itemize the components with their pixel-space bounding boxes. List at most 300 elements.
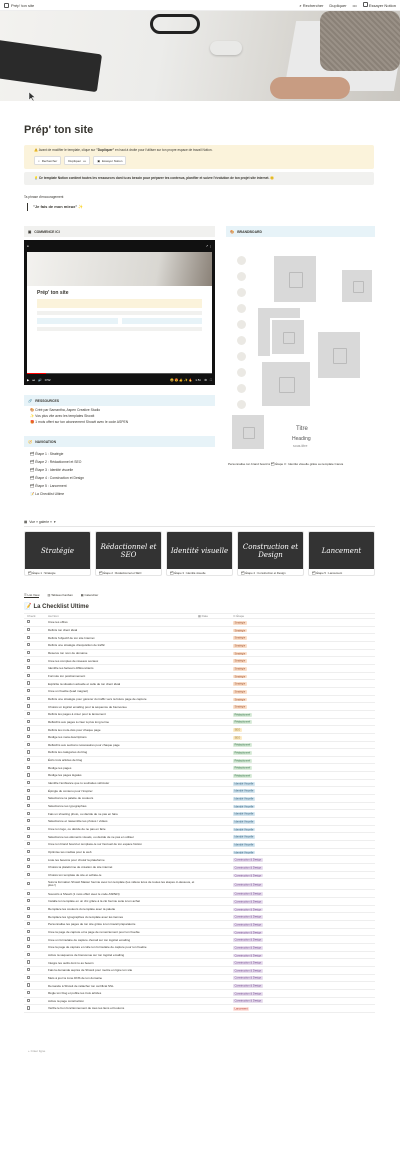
brandboard-caption-text[interactable]: Personnalise ton brand board à 🗂 Étape 3 : Identité visuelle grâce au template Canva [228, 462, 344, 466]
checkbox[interactable] [27, 899, 30, 902]
checkbox[interactable] [27, 953, 30, 956]
checkbox[interactable] [27, 968, 30, 971]
row-name[interactable]: Réfléchis aux pages à créer à plus long terme [48, 719, 110, 724]
link-icon: 🔗 [28, 398, 33, 403]
checkbox[interactable] [27, 720, 30, 723]
row-name[interactable]: Sélectionne et rassemble tes photos / vidéos [48, 819, 108, 824]
row-checkbox-cell [24, 697, 48, 701]
row-etape-cell[interactable] [233, 835, 255, 839]
checkbox[interactable] [27, 773, 30, 776]
checkbox[interactable] [27, 651, 30, 654]
row-name[interactable]: Optimise tes médias pour le web [48, 850, 92, 855]
row-etape-cell[interactable] [233, 915, 263, 919]
row-name[interactable]: Active ta séquence de bienvenue sur ton logiciel emailing [48, 952, 125, 957]
row-checkbox-cell [24, 620, 48, 624]
section-navigation-label: NAVIGATION [35, 439, 57, 444]
row-etape-cell[interactable] [233, 674, 247, 678]
nav-link-etape-2[interactable]: 🗂 Étape 2 : Rédactionnel et SEO [30, 460, 82, 464]
row-etape-cell[interactable] [233, 976, 263, 980]
more-icon[interactable]: ••• [352, 2, 357, 8]
row-etape-cell[interactable] [233, 930, 263, 934]
checkbox[interactable] [27, 697, 30, 700]
row-checkbox-cell [24, 689, 48, 693]
row-name[interactable]: Vérifie le bon fonctionnement de tous tes liens et boutons [48, 1006, 125, 1011]
row-etape-cell[interactable] [233, 858, 263, 862]
checkbox[interactable] [27, 922, 30, 925]
etape-tag: Identité Visuelle [234, 805, 254, 809]
table-row[interactable] [24, 1005, 375, 1013]
row-checkbox-cell [24, 666, 48, 670]
gallery-card-strategie[interactable] [24, 531, 91, 576]
row-etape-cell[interactable] [233, 882, 263, 886]
table-row[interactable] [24, 742, 375, 750]
checkbox[interactable] [27, 819, 30, 822]
card-cover: Lancement [309, 532, 374, 569]
settings-icon[interactable]: ⚙ [204, 377, 207, 382]
etape-tag: Identité Visuelle [234, 843, 254, 847]
table-row[interactable] [24, 780, 375, 788]
table-row[interactable] [24, 906, 375, 914]
row-etape-cell[interactable] [233, 819, 255, 823]
table-row[interactable] [24, 764, 375, 772]
row-etape-cell[interactable] [233, 804, 255, 808]
row-name[interactable]: Définis une stratégie pour générer du traffic vers ta future page de capture [48, 696, 147, 701]
row-checkbox-cell [24, 804, 48, 808]
row-checkbox-cell [24, 758, 48, 762]
row-checkbox-cell [24, 651, 48, 655]
row-name[interactable]: Épingle du contenu pour t'inspirer [48, 788, 93, 793]
row-name[interactable]: Fais un shooting photo, ou décide de ne pas en faire [48, 811, 118, 816]
row-name[interactable]: Rédige tes pages [48, 765, 72, 770]
tutorial-video[interactable] [24, 240, 215, 385]
row-checkbox-cell [24, 636, 48, 640]
row-etape-cell[interactable] [233, 766, 252, 770]
table-row[interactable] [24, 772, 375, 780]
row-etape-cell[interactable] [233, 796, 255, 800]
table-row[interactable] [24, 841, 375, 849]
table-row[interactable] [24, 719, 375, 727]
row-name[interactable]: Formule ton positionnement [48, 673, 86, 678]
row-etape-cell[interactable] [233, 842, 255, 846]
row-name[interactable]: Réfléchis aux sections nécessaires pour chaque page [48, 742, 120, 747]
row-name[interactable]: Remplace les typographies du template avec les tiennes [48, 914, 124, 919]
etape-tag: Rédactionnel [234, 751, 251, 755]
checkbox[interactable] [27, 999, 30, 1002]
col-date[interactable]: ▦ Date [198, 614, 209, 618]
row-name[interactable]: Demande à Showit de rattacher ton certificat SSL [48, 983, 114, 988]
row-etape-cell[interactable] [233, 712, 252, 716]
checkbox[interactable] [27, 674, 30, 677]
row-name[interactable]: Définis les catégories du blog [48, 750, 88, 755]
checkbox[interactable] [27, 659, 30, 662]
col-etape[interactable]: ⊙ Étape [233, 614, 245, 618]
row-etape-cell[interactable] [233, 781, 255, 785]
row-etape-cell[interactable] [233, 991, 263, 995]
table-row[interactable] [24, 944, 375, 952]
try-notion-button[interactable] [363, 2, 396, 8]
nav-link-etape-3[interactable]: 🗂 Étape 3 : Identité visuelle [30, 468, 74, 472]
row-checkbox-cell [24, 907, 48, 911]
row-checkbox-cell [24, 953, 48, 957]
row-etape-cell[interactable] [233, 812, 255, 816]
row-etape-cell[interactable] [233, 651, 247, 655]
row-etape-cell[interactable] [233, 628, 247, 632]
table-row[interactable] [24, 688, 375, 696]
row-name[interactable]: Crée tes comptes de réseaux sociaux [48, 658, 99, 663]
fullscreen-icon[interactable]: ⛶ [209, 377, 212, 382]
row-name[interactable]: Liste les besoins pour choisir la plateforme [48, 857, 105, 862]
color-swatch [237, 336, 246, 345]
row-name[interactable]: Crée tes offres [48, 620, 68, 625]
color-swatch [237, 256, 246, 265]
table-row[interactable] [24, 959, 375, 967]
row-etape-cell[interactable] [233, 789, 255, 793]
tab-calendar[interactable]: ▦ Calendrier [80, 593, 99, 597]
row-etape-cell[interactable] [233, 945, 263, 949]
row-name[interactable]: Intègre les outils dont tu as besoin [48, 960, 94, 965]
etape-tag: Stratégie [234, 636, 246, 640]
row-etape-cell[interactable] [233, 907, 263, 911]
table-row[interactable] [24, 872, 375, 880]
row-name[interactable]: Définis les mots-clés pour chaque page [48, 727, 101, 732]
checkbox[interactable] [27, 628, 30, 631]
row-checkbox-cell [24, 674, 48, 678]
checkbox[interactable] [27, 789, 30, 792]
nav-link-etape-4[interactable]: 🗂 Étape 4 : Construction et Design [30, 476, 85, 480]
checkbox[interactable] [27, 689, 30, 692]
row-etape-cell[interactable] [233, 720, 252, 724]
checkbox[interactable] [27, 850, 30, 853]
row-name[interactable]: Crée la page de capture et colle ton formulaire de capture pour ton freebie [48, 945, 147, 950]
row-name[interactable]: Choisis ton template de site et achète-le [48, 872, 102, 877]
callout-try-label: Essayer Notion [102, 158, 123, 163]
callout-duplicate-button: Dupliquer ••• [64, 156, 90, 165]
row-name[interactable]: Choisis un logiciel emailing pour ta séquence de bienvenue [48, 704, 127, 709]
col-nom[interactable]: Aa Nom [48, 614, 59, 618]
row-etape-cell[interactable] [233, 697, 247, 701]
checkbox[interactable] [27, 620, 30, 623]
callout-text-b: en haut à droite pour l'utiliser sur ton propre espace de travail Notion. [114, 148, 213, 152]
row-etape-cell[interactable] [233, 899, 263, 903]
table-row[interactable] [24, 929, 375, 937]
row-checkbox-cell [24, 835, 48, 839]
etape-tag: Lancement [234, 1007, 248, 1011]
etape-tag: Construction & Design [234, 984, 262, 988]
table-row[interactable] [24, 967, 375, 975]
table-row[interactable] [24, 856, 375, 864]
row-name[interactable]: Crée un formulaire de capture d'email sur ton logiciel emailing [48, 937, 131, 942]
search-button[interactable]: ⌕ Rechercher [299, 2, 324, 8]
brandboard-sub: sous-titre [293, 444, 308, 448]
row-etape-cell[interactable] [233, 682, 247, 686]
table-row[interactable] [24, 810, 375, 818]
row-name[interactable]: Crée ton logo, ou décide de ne pas en faire [48, 827, 106, 832]
row-etape-cell[interactable] [233, 773, 252, 777]
row-etape-cell[interactable] [233, 620, 247, 624]
checkbox[interactable] [27, 960, 30, 963]
table-row[interactable] [24, 921, 375, 929]
checkbox[interactable] [27, 915, 30, 918]
checkbox[interactable] [27, 835, 30, 838]
speed-label[interactable]: 1.5× [195, 377, 202, 382]
duplicate-button[interactable]: Dupliquer [329, 2, 347, 8]
etape-tag: Construction & Design [234, 953, 262, 957]
section-commence-ici [24, 226, 215, 237]
gallery-card-redactionnel[interactable] [95, 531, 162, 576]
callout-text: ⚠️ Avant de modifier le template, clique sur "Dupliquer" en haut à droite pour l'utiliser sur ton propre espace de travail Notion. [34, 148, 213, 152]
table-row[interactable] [24, 913, 375, 921]
table-row[interactable] [24, 826, 375, 834]
row-etape-cell[interactable] [233, 666, 247, 670]
table-row[interactable] [24, 795, 375, 803]
nav-link-etape-1[interactable]: 🗂 Étape 1 : Stratégie [30, 452, 64, 456]
checkbox[interactable] [27, 643, 30, 646]
reaction-icons[interactable]: 😀 😍 👍 ✨ 🔥 [170, 377, 193, 382]
table-row[interactable] [24, 833, 375, 841]
card-cover: Construction et Design [238, 532, 303, 569]
table-row[interactable] [24, 879, 375, 890]
row-name[interactable]: Suis la formation Showit Master fournie avec ton template (les vidéos tutos de toutes les étapes ci-dessous, et plus !) [48, 880, 195, 888]
row-etape-cell[interactable] [233, 758, 252, 762]
row-name[interactable]: Identifie tes facteurs différenciants [48, 666, 94, 671]
row-etape-cell[interactable] [233, 873, 263, 877]
checkbox[interactable] [27, 907, 30, 910]
table-row[interactable] [24, 864, 375, 872]
etape-tag: Rédactionnel [234, 720, 251, 724]
row-etape-cell[interactable] [233, 922, 263, 926]
row-etape-cell[interactable] [233, 850, 255, 854]
row-etape-cell[interactable] [233, 938, 263, 942]
row-etape-cell[interactable] [233, 953, 263, 957]
breadcrumb[interactable] [4, 3, 34, 8]
checkbox[interactable] [27, 842, 30, 845]
row-etape-cell[interactable] [233, 1006, 249, 1010]
etape-tag: Construction & Design [234, 892, 262, 896]
row-etape-cell[interactable] [233, 961, 263, 965]
row-etape-cell[interactable] [233, 750, 252, 754]
row-etape-cell[interactable] [233, 999, 263, 1003]
sleeve-shape [320, 11, 400, 71]
row-name[interactable]: Explicite ta situation actuelle et celle de ton client idéal [48, 681, 121, 686]
etape-tag: Construction & Design [234, 883, 262, 887]
col-check[interactable]: Check [27, 614, 36, 618]
table-row[interactable] [24, 734, 375, 742]
checkbox[interactable] [27, 892, 30, 895]
etape-tag: Stratégie [234, 690, 246, 694]
nav-link-checklist[interactable]: 📝 La Checklist Ultime [30, 492, 65, 496]
checkbox[interactable] [27, 983, 30, 986]
card-cover: Stratégie [25, 532, 90, 569]
table-row[interactable] [24, 936, 375, 944]
ressource-item[interactable]: 🎁 1 mois offert sur ton abonnement Showit avec le code ASPEN [30, 420, 129, 424]
video-frame-callout [37, 299, 202, 308]
next-icon[interactable]: ⏭ [32, 377, 36, 382]
checkbox[interactable] [27, 750, 30, 753]
row-name[interactable]: Remplace les couleurs du template avec ta palette [48, 906, 116, 911]
row-etape-cell[interactable] [233, 735, 242, 739]
checkbox[interactable] [27, 681, 30, 684]
table-row[interactable] [24, 680, 375, 688]
video-share-icon[interactable]: ↗ ⋮ [205, 244, 212, 248]
checkbox[interactable] [27, 945, 30, 948]
checkbox[interactable] [27, 766, 30, 769]
row-name[interactable]: Installe ton template en un clic grâce à la clé fournie suite à ton achat [48, 899, 140, 904]
checkbox[interactable] [27, 796, 30, 799]
row-checkbox-cell [24, 850, 48, 854]
row-etape-cell[interactable] [233, 689, 247, 693]
row-etape-cell[interactable] [233, 865, 263, 869]
table-row[interactable] [24, 952, 375, 960]
table-row[interactable] [24, 726, 375, 734]
checkbox[interactable] [27, 882, 30, 885]
checkbox[interactable] [27, 827, 30, 830]
checkbox[interactable] [27, 758, 30, 761]
table-row[interactable] [24, 998, 375, 1006]
etape-tag: Identité Visuelle [234, 828, 254, 832]
row-name[interactable]: Rédige les pages légales [48, 773, 82, 778]
card-caption: 🗂 Étape 5 : Lancement [312, 570, 343, 575]
brandboard-titre: Titre [296, 426, 308, 432]
table-row[interactable] [24, 975, 375, 983]
row-etape-cell[interactable] [233, 643, 247, 647]
row-name[interactable]: Choisis ta plateforme de création de site internet [48, 865, 113, 870]
ressource-item[interactable]: 🎨 Créé par Samantha, Aspen Creative Studio [30, 408, 101, 412]
row-etape-cell[interactable] [233, 705, 247, 709]
row-name[interactable]: Sélectionne tes éléments visuels, ou décide de ne pas en utiliser [48, 834, 134, 839]
checkbox[interactable] [27, 704, 30, 707]
row-name[interactable]: Sélectionne ta palette de couleurs [48, 796, 94, 801]
row-name[interactable]: Active ta page construction [48, 998, 85, 1003]
table-row[interactable] [24, 657, 375, 665]
table-row[interactable] [24, 898, 375, 906]
table-row[interactable] [24, 749, 375, 757]
etape-tag: Construction & Design [234, 992, 262, 996]
row-etape-cell[interactable] [233, 892, 263, 896]
intro-callout [24, 172, 374, 185]
row-etape-cell[interactable] [233, 659, 247, 663]
section-navigation [24, 436, 215, 447]
etape-tag: Construction & Design [234, 976, 262, 980]
row-name[interactable]: Définis ton client idéal [48, 627, 78, 632]
checkbox[interactable] [27, 873, 30, 876]
row-name[interactable]: Rédige tes meta descriptions [48, 735, 87, 740]
table-row[interactable] [24, 642, 375, 650]
checkbox[interactable] [27, 991, 30, 994]
new-row-button[interactable]: + Créer ligne [28, 1049, 46, 1053]
table-row[interactable] [24, 634, 375, 642]
brandboard-heading: Heading [292, 436, 311, 442]
checkbox[interactable] [27, 858, 30, 861]
etape-tag: Identité Visuelle [234, 835, 254, 839]
row-name[interactable]: Identifie l'ambiance que tu souhaites véhiculer [48, 781, 110, 786]
row-name[interactable]: Règle ton blog et publie tes trois articles [48, 991, 102, 996]
tab-kanban[interactable]: ▥ Tableau Kanban [47, 593, 73, 597]
row-name[interactable]: Réserve ton nom de domaine [48, 650, 88, 655]
table-row[interactable] [24, 627, 375, 635]
nav-link-etape-5[interactable]: 🗂 Étape 5 : Lancement [30, 484, 67, 488]
table-row[interactable] [24, 803, 375, 811]
row-name[interactable]: Définis les pages à créer pour le lancement [48, 712, 106, 717]
table-row[interactable] [24, 673, 375, 681]
table-row[interactable] [24, 711, 375, 719]
checkbox[interactable] [27, 636, 30, 639]
row-etape-cell[interactable] [233, 984, 263, 988]
checkbox[interactable] [27, 976, 30, 979]
row-name[interactable]: Définis l'objectif de ton site Internet [48, 635, 95, 640]
etape-tag: Identité Visuelle [234, 851, 254, 855]
checkbox[interactable] [27, 727, 30, 730]
row-name[interactable]: Mets à jour la zone DNS de ton domaine [48, 975, 103, 980]
checkbox[interactable] [27, 666, 30, 669]
checkbox[interactable] [27, 937, 30, 940]
checkbox[interactable] [27, 1006, 30, 1009]
table-row[interactable] [24, 696, 375, 704]
row-name[interactable]: Crée ta page de capture et ta page de remerciement pour ton freebie [48, 929, 140, 934]
etape-tag: Construction & Design [234, 900, 262, 904]
row-name[interactable]: Fais la demande auprès de Showit pour mettre en ligne ton site [48, 968, 133, 973]
play-icon[interactable]: ▶ [27, 377, 30, 382]
etape-tag: Construction & Design [234, 999, 262, 1003]
row-etape-cell[interactable] [233, 728, 242, 732]
tab-list-view[interactable]: ☰ List View [24, 593, 40, 597]
database-title[interactable] [24, 603, 89, 610]
table-row[interactable] [24, 665, 375, 673]
etape-tag: Construction & Design [234, 930, 262, 934]
row-etape-cell[interactable] [233, 968, 263, 972]
gallery-card-construction[interactable] [237, 531, 304, 576]
row-name[interactable]: Crée un freebie (lead magnet) [48, 689, 89, 694]
checkbox[interactable] [27, 865, 30, 868]
video-frame-cols [37, 318, 202, 324]
row-etape-cell[interactable] [233, 827, 255, 831]
table-row[interactable] [24, 787, 375, 795]
checkbox[interactable] [27, 930, 30, 933]
row-etape-cell[interactable] [233, 636, 247, 640]
gallery-card-identite[interactable] [166, 531, 233, 576]
checkbox[interactable] [27, 735, 30, 738]
row-name[interactable]: Souscris à Showit (1 mois offert avec le code ASPEN) [48, 891, 120, 896]
table-row[interactable] [24, 818, 375, 826]
volume-icon[interactable]: 🔊 [38, 377, 42, 382]
checkbox[interactable] [27, 804, 30, 807]
table-row[interactable] [24, 703, 375, 711]
table-row[interactable] [24, 890, 375, 898]
table-row[interactable] [24, 757, 375, 765]
row-checkbox-cell [24, 819, 48, 823]
gallery-card-lancement[interactable] [308, 531, 375, 576]
row-name[interactable]: Personnalise les pages de ton site grâce à ton travail préparatoire [48, 922, 136, 927]
row-checkbox-cell [24, 865, 48, 869]
gallery-view-tab[interactable] [24, 520, 56, 524]
row-checkbox-cell [24, 899, 48, 903]
table-row[interactable] [24, 849, 375, 857]
table-row[interactable] [24, 982, 375, 990]
table-row[interactable] [24, 990, 375, 998]
checkbox[interactable] [27, 812, 30, 815]
checkbox[interactable] [27, 781, 30, 784]
row-name[interactable]: Définis une stratégie d'acquisition de traffic [48, 643, 105, 648]
table-row[interactable] [24, 619, 375, 627]
table-row[interactable] [24, 650, 375, 658]
checkbox[interactable] [27, 743, 30, 746]
checkbox[interactable] [27, 712, 30, 715]
row-name[interactable]: Écris trois articles de blog [48, 758, 83, 763]
page-icon [4, 3, 9, 8]
row-etape-cell[interactable] [233, 743, 252, 747]
row-name[interactable]: Crée ton brand board et remplace-le sur l'accueil de ton espace Notion [48, 842, 142, 847]
ressource-item[interactable]: ✨ Vos plus vite avec les templates Showit [30, 414, 95, 418]
row-name[interactable]: Sélectionne tes typographies [48, 804, 87, 809]
